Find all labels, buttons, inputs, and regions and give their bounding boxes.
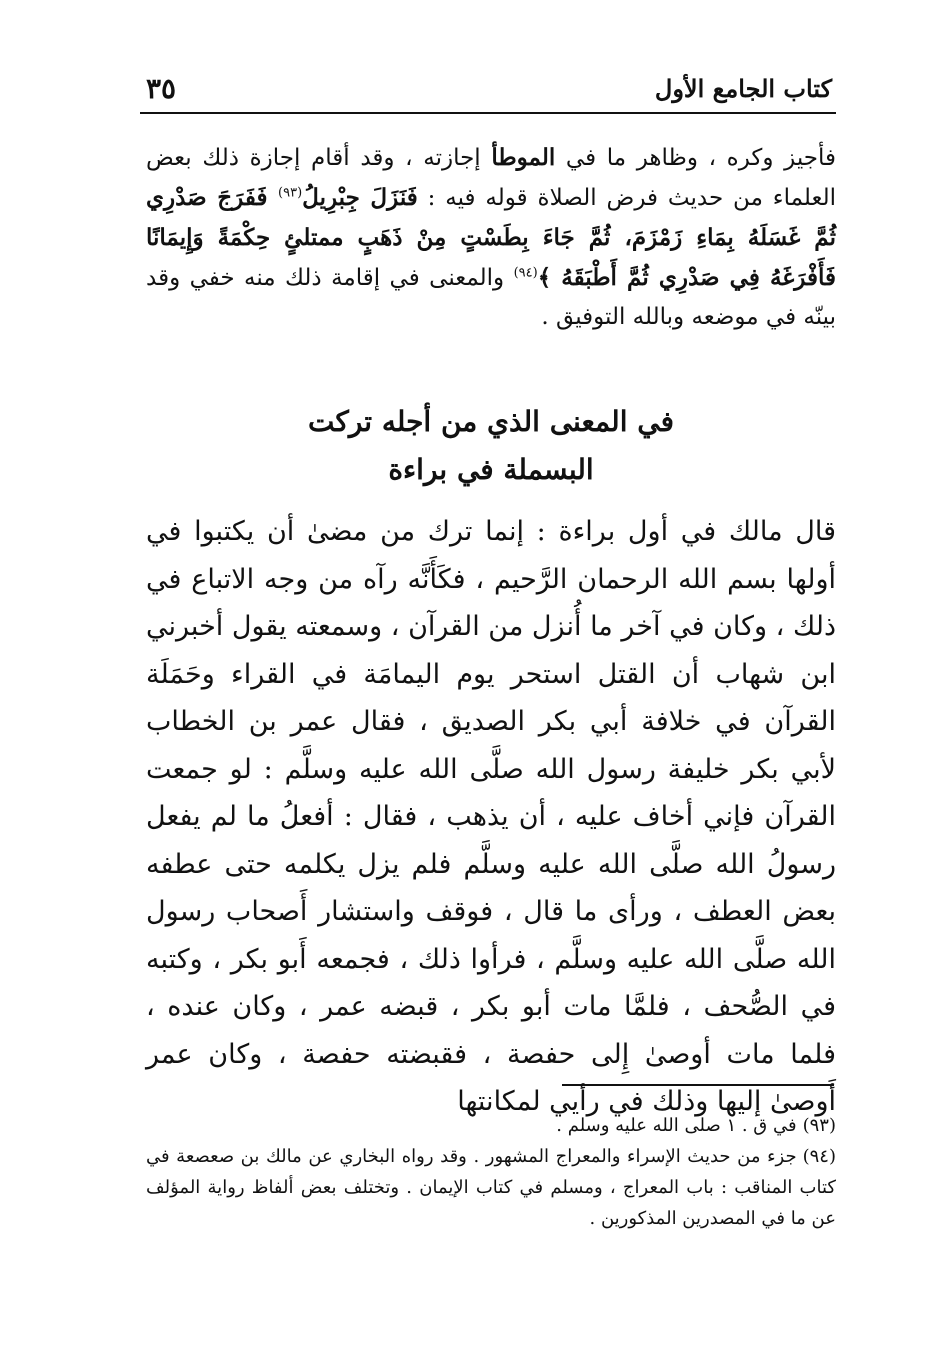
intro-text-3: والمعنى في إقامة ذلك منه خفي وقد بينّه في موضعه وبالله التوفيق .	[146, 265, 836, 330]
intro-text-2: إجازته ، وقد أقام إجازة ذلك بعض العلماء من حديث فرض الصلاة قوله فيه :	[146, 145, 836, 211]
hadith-quote-1: فَنَزَلَ جِبْرِيلُ	[302, 184, 418, 211]
main-text	[146, 508, 836, 1126]
heading-line-1: في المعنى الذي من أجله تركت	[308, 405, 674, 438]
page-number: ٣٥	[146, 72, 177, 105]
footnote-number: (٩٣)	[802, 1115, 836, 1136]
chapter-title: كتاب الجامع الأول	[654, 74, 832, 103]
intro-text-1: فأجيز وكره ، وظاهر ما في	[555, 145, 836, 171]
page-header	[140, 68, 836, 114]
intro-paragraph	[146, 138, 836, 337]
footnote-text: في ق . ١ صلى الله عليه وسلم .	[556, 1115, 797, 1136]
footnote-ref-94[interactable]: (٩٤)	[513, 265, 538, 281]
heading-line-2: البسملة في براءة	[388, 453, 594, 486]
footnote-text: جزء من حديث الإسراء والمعراج المشهور . وقد رواه البخاري عن مالك بن صعصعة في كتاب المناقب : باب المعراج ، ومسلم في كتاب الإيمان . وتختلف بعض ألفاظ رواية المؤلف عن ما في المصدرين المذكورين .	[146, 1146, 836, 1229]
footnotes-section	[146, 1110, 836, 1234]
footnote-ref-93[interactable]: (٩٣)	[278, 185, 303, 201]
section-heading	[146, 398, 836, 494]
muwatta-title: الموطأ	[491, 144, 556, 171]
hadith-quote-2: فَفَرَجَ صَدْرِي ثُمَّ غَسَلَهُ بِمَاءِ زَمْزَمَ، ثُمَّ جَاءَ بِطَسْتٍ مِنْ ذَهَبٍ ممتلئٍ حِكْمَةً وَإِيمَانًا فَأَفْرَغَهُ فِي صَدْرِي ثُمَّ أَطْبَقَهُ ﴾	[146, 184, 836, 291]
footnote-94	[146, 1141, 836, 1234]
main-paragraph: قال مالك في أول براءة : إنما ترك من مضىٰ أن يكتبوا في أولها بسم الله الرحمان الرَّحيم ، فكَأَنَّه رآه من وجه الاتباع في ذلك ، وكان في آخر ما أُنزل من القرآن ، وسمعته يقول أخبرني ابن شهاب أن القتل استحر يوم اليمامَة في القراء وحَمَلَة القرآن في خلافة أبي بكر الصديق ، فقال عمر بن الخطاب لأبي بكر خليفة رسول الله صلَّى الله عليه وسلَّم : لو جمعت القرآن فإني أخاف عليه ، أن يذهب ، فقال : أفعلُ ما لم يفعل رسولُ الله صلَّى الله عليه وسلَّم فلم يزل يكلمه حتى عطفه بعض العطف ، ورأى ما قال ، فوقف واستشار أَصحاب رسول الله صلَّى الله عليه وسلَّم ، فرأوا ذلك ، فجمعه أَبو بكر ، وكتبه في الصُّحف ، فلمَّا مات أبو بكر ، قبضه عمر ، وكان عنده ، فلما مات أوصىٰ إِلى حفصة ، فقبضته حفصة ، وكان عمر أَوصىٰ إليها وذلك في رأيي لمكانتها	[146, 516, 836, 1117]
footnote-divider	[562, 1084, 834, 1086]
footnote-93	[146, 1110, 836, 1141]
footnote-number: (٩٤)	[802, 1146, 836, 1167]
